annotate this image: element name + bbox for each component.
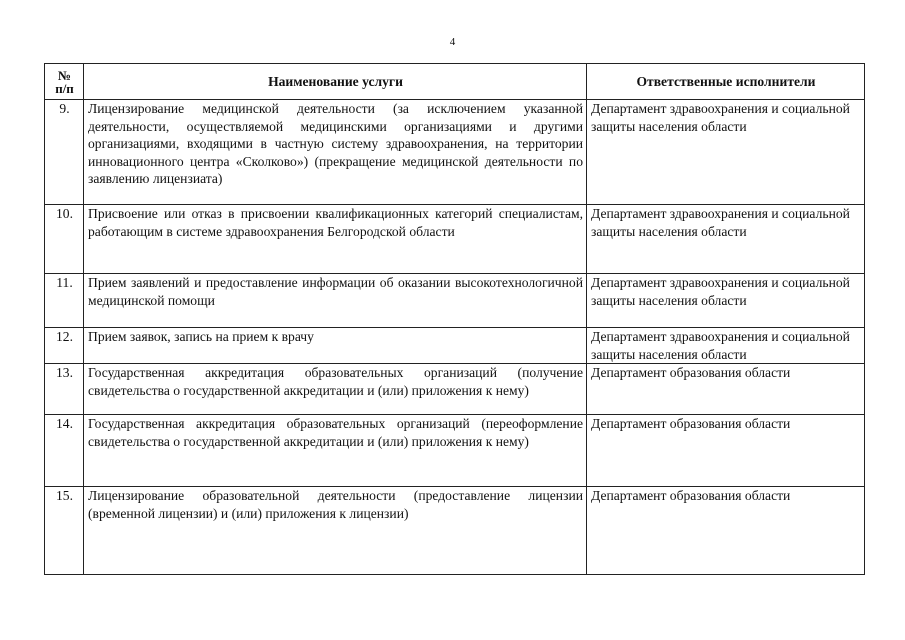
number-abbrev: п/п <box>55 80 74 96</box>
service-name: Государственная аккредитация образовательных организаций (переоформление свидетельства о государственной аккредитации и (или) приложения к нему) <box>84 415 587 487</box>
table-row <box>45 364 865 415</box>
service-name: Прием заявок, запись на прием к врачу <box>84 328 587 364</box>
service-name: Государственная аккредитация образовательных организаций (получение свидетельства о государственной аккредитации и (или) приложения к нему) <box>84 364 587 415</box>
row-number: 15. <box>45 487 84 575</box>
column-header-executors: Ответственные исполнители <box>587 64 865 100</box>
column-header-number <box>45 64 84 100</box>
row-number: 11. <box>45 274 84 328</box>
table-row <box>45 415 865 487</box>
responsible-executor: Департамент образования области <box>587 364 865 415</box>
row-number: 12. <box>45 328 84 364</box>
service-name: Прием заявлений и предоставление информации об оказании высокотехнологичной медицинской помощи <box>84 274 587 328</box>
page-number: 4 <box>449 36 456 48</box>
number-sign: № <box>57 67 72 83</box>
table-row <box>45 205 865 274</box>
table-row <box>45 328 865 364</box>
table-row <box>45 274 865 328</box>
responsible-executor: Департамент образования области <box>587 415 865 487</box>
row-number: 14. <box>45 415 84 487</box>
responsible-executor: Департамент здравоохранения и социальной защиты населения области <box>587 100 865 205</box>
service-name: Лицензирование медицинской деятельности (за исключением указанной деятельности, осуществляемой медицинскими организациями и другими организациями, входящими в частную систему здравоохранения, на территории инновационного центра «Сколково») (прекращение медицинской деятельности по заявлению лицензиата) <box>84 100 587 205</box>
responsible-executor: Департамент здравоохранения и социальной защиты населения области <box>587 328 865 364</box>
row-number: 10. <box>45 205 84 274</box>
row-number: 13. <box>45 364 84 415</box>
row-number: 9. <box>45 100 84 205</box>
table-row <box>45 487 865 575</box>
table-header-row <box>45 64 865 100</box>
services-table <box>44 63 865 575</box>
service-name: Лицензирование образовательной деятельности (предоставление лицензии (временной лицензии) и (или) приложения к лицензии) <box>84 487 587 575</box>
responsible-executor: Департамент здравоохранения и социальной защиты населения области <box>587 274 865 328</box>
table-row <box>45 100 865 205</box>
responsible-executor: Департамент образования области <box>587 487 865 575</box>
service-name: Присвоение или отказ в присвоении квалификационных категорий специалистам, работающим в системе здравоохранения Белгородской области <box>84 205 587 274</box>
column-header-service: Наименование услуги <box>84 64 587 100</box>
responsible-executor: Департамент здравоохранения и социальной защиты населения области <box>587 205 865 274</box>
